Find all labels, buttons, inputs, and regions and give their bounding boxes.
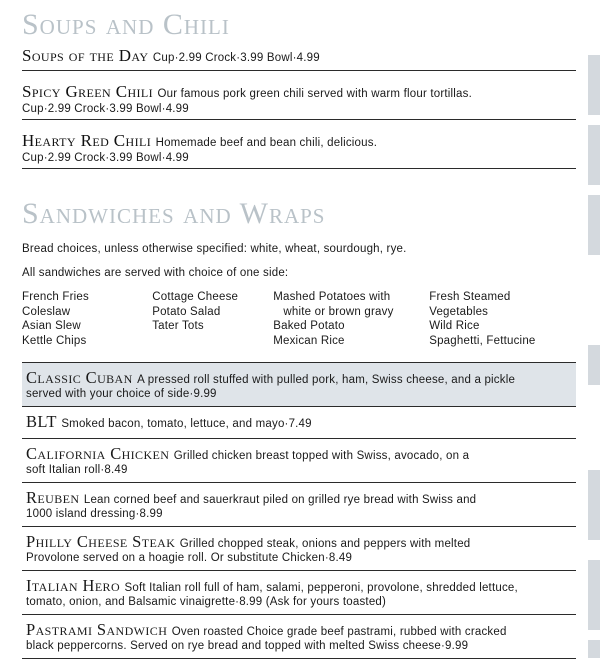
menu-item-desc: Soft Italian roll full of ham, salami, pepperoni, provolone, shredded lettuce, <box>124 582 518 594</box>
menu-item-body <box>22 620 576 652</box>
side-item: Tater Tots <box>152 320 204 332</box>
menu-item-desc: Homemade beef and bean chili, delicious. <box>155 137 378 149</box>
page-edge-tab <box>588 640 600 658</box>
side-item: Asian Slew <box>22 320 81 332</box>
side-item: Mashed Potatoes with <box>273 291 391 303</box>
menu-item-name: Hearty Red Chili <box>22 131 152 150</box>
page-edge-tab <box>588 125 600 185</box>
menu-item <box>22 482 576 526</box>
menu-item-desc: Smoked bacon, tomato, lettuce, and mayo·7.49 <box>61 418 312 430</box>
menu-item <box>22 46 576 71</box>
menu-item-name: Pastrami Sandwich <box>26 620 168 639</box>
menu-item <box>22 82 576 120</box>
side-item: Spaghetti, Fettucine <box>429 334 536 347</box>
sandwich-list <box>22 362 576 659</box>
menu-item-desc-line2: Provolone served on a hoagie roll. Or substitute Chicken·8.49 <box>26 552 353 564</box>
menu-item-heading <box>22 131 576 151</box>
side-item: Kettle Chips <box>22 334 87 347</box>
side-item: white or brown gravy <box>273 305 394 318</box>
menu-item-desc: Our famous pork green chili served with warm flour tortillas. <box>157 88 472 100</box>
menu-item-heading <box>26 412 572 432</box>
menu-item-body <box>22 412 576 432</box>
side-item: Potato Salad <box>152 305 221 318</box>
menu-item <box>22 406 576 438</box>
menu-item-desc: Grilled chopped steak, onions and peppers with melted <box>179 538 471 550</box>
menu-item-desc-line2: soft Italian roll·8.49 <box>26 464 128 476</box>
menu-item <box>22 438 576 482</box>
menu-item-heading <box>26 532 572 552</box>
menu-item <box>22 570 576 614</box>
menu-item-desc-line2: tomato, onion, and Balsamic vinaigrette·8.99 (Ask for yours toasted) <box>26 596 387 608</box>
menu-item-body <box>22 576 576 608</box>
menu-item-desc: Oven roasted Choice grade beef pastrami, rubbed with cracked <box>171 626 507 638</box>
divider <box>22 119 576 120</box>
sides-list <box>22 290 576 348</box>
soups-list <box>22 46 576 169</box>
sides-column <box>429 290 576 348</box>
menu-item-name: Philly Cheese Steak <box>26 532 176 551</box>
menu-item-prices: Cup·2.99 Crock·3.99 Bowl·4.99 <box>22 103 189 115</box>
bread-choices-note: Bread choices, unless otherwise specified: white, wheat, sourdough, rye. <box>22 243 407 255</box>
menu-item-desc: Lean corned beef and sauerkraut piled on grilled rye bread with Swiss and <box>83 494 477 506</box>
page-edge-tab <box>588 470 600 540</box>
page-edge-tabs <box>586 0 600 658</box>
side-item: Baked Potato <box>273 320 345 332</box>
menu-item-desc-line2: black peppercorns. Served on rye bread and topped with melted Swiss cheese·9.99 <box>26 640 469 652</box>
menu-item-heading <box>22 46 576 66</box>
menu-item-heading <box>26 368 572 388</box>
menu-item-body <box>22 444 576 476</box>
page-edge-tab <box>588 345 600 385</box>
menu-item-name: Soups of the Day <box>22 46 149 65</box>
sides-column <box>152 290 273 348</box>
page-edge-tab <box>588 55 600 115</box>
menu-item-name: California Chicken <box>26 444 170 463</box>
menu-item-desc: Grilled chicken breast topped with Swiss, avocado, on a <box>173 450 470 462</box>
menu-item-heading <box>26 488 572 508</box>
sides-column <box>273 290 429 348</box>
menu-item-desc-line2: 1000 island dressing·8.99 <box>26 508 163 520</box>
menu-item-heading <box>22 82 576 102</box>
side-item: Mexican Rice <box>273 334 345 347</box>
divider <box>22 168 576 169</box>
divider <box>22 70 576 71</box>
menu-item-name: Reuben <box>26 488 80 507</box>
menu-item-body <box>22 368 576 400</box>
section-title-soups: Soups and Chili <box>22 8 230 41</box>
section-title-sandwiches: Sandwiches and Wraps <box>22 197 326 230</box>
side-item: Fresh Steamed <box>429 291 511 303</box>
menu-item-desc-line2: served with your choice of side·9.99 <box>26 388 217 400</box>
sides-note: All sandwiches are served with choice of one side: <box>22 267 289 279</box>
side-item: Wild Rice <box>429 320 480 332</box>
side-item: French Fries <box>22 291 89 303</box>
side-item: Vegetables <box>429 305 489 318</box>
menu-item-name: BLT <box>26 412 57 431</box>
menu-item-name: Classic Cuban <box>26 368 133 387</box>
menu-item-desc: A pressed roll stuffed with pulled pork, ham, Swiss cheese, and a pickle <box>137 374 516 386</box>
menu-item-heading <box>26 576 572 596</box>
menu-item-name: Spicy Green Chili <box>22 82 154 101</box>
sides-column <box>22 290 152 348</box>
page-edge-tab <box>588 195 600 255</box>
menu-item-desc: Cup·2.99 Crock·3.99 Bowl·4.99 <box>152 52 320 64</box>
menu-item-heading <box>26 444 572 464</box>
menu-item <box>22 526 576 570</box>
menu-item-heading <box>26 620 572 640</box>
menu-item-body <box>22 488 576 520</box>
menu-item-body <box>22 532 576 564</box>
side-item: Coleslaw <box>22 305 71 318</box>
menu-item-name: Italian Hero <box>26 576 121 595</box>
menu-item <box>22 614 576 659</box>
menu-item-prices: Cup·2.99 Crock·3.99 Bowl·4.99 <box>22 152 189 164</box>
page-edge-tab <box>588 560 600 630</box>
menu-item <box>22 362 576 406</box>
side-item: Cottage Cheese <box>152 291 239 303</box>
menu-item <box>22 131 576 169</box>
